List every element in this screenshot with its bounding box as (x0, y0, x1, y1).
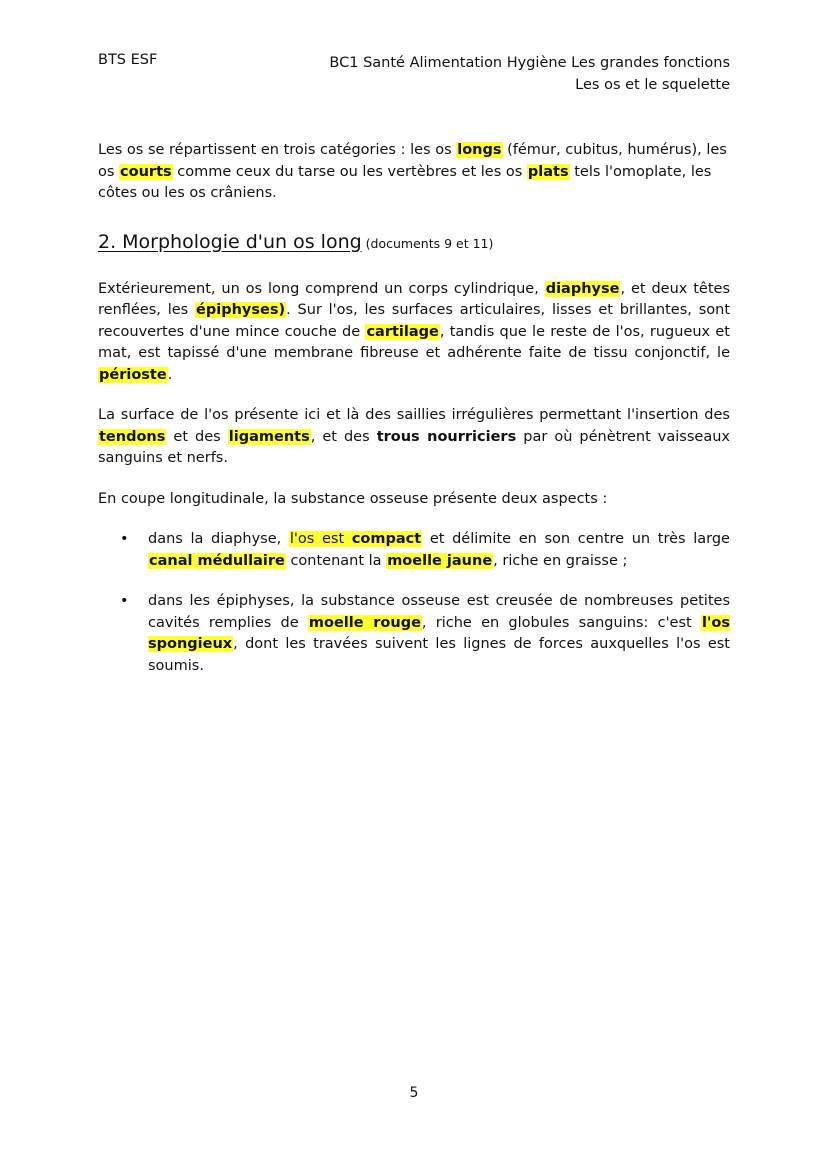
surface-paragraph (98, 405, 730, 470)
text-run: , riche en graisse ; (493, 552, 628, 569)
term-epiphyses: épiphyses) (196, 302, 286, 318)
highlight-canal-medullaire (148, 553, 286, 569)
term-tendons: tendons (99, 428, 166, 445)
highlight-courts (119, 164, 173, 180)
text-run: , dont les travées suivent les lignes de forces auxquelles l'os est soumis. (148, 636, 730, 674)
highlight-tendons (98, 429, 166, 445)
highlight-longs (456, 142, 502, 158)
text-run: comme ceux du tarse ou les vertèbres et les os (172, 163, 527, 180)
header-title-line1: BC1 Santé Alimentation Hygiène Les grandes fonctions (329, 55, 730, 71)
text-run: tels l'omoplate, les côtes ou les os crâniens. (98, 163, 712, 201)
section-reference: (documents 9 et 11) (361, 235, 494, 251)
term-cartilage: cartilage (366, 323, 439, 340)
term-compact: compact (351, 531, 422, 547)
document-body (98, 140, 730, 696)
section-title: 2. Morphologie d'un os long (98, 230, 362, 253)
text-run: par où pénètrent vaisseaux sanguins et nerfs. (98, 428, 730, 466)
highlight-ligaments (228, 429, 311, 445)
section-heading (98, 229, 730, 257)
text-run: dans la diaphyse, (148, 531, 289, 547)
section-cut-paragraph: En coupe longitudinale, la substance osseuse présente deux aspects : (98, 490, 608, 507)
header-course: BTS ESF (98, 52, 158, 68)
text-run: Extérieurement, un os long comprend un corps cylindrique, (98, 280, 545, 297)
term-perioste: périoste (99, 366, 167, 383)
text-run: , tandis que le reste de l'os, rugueux et mat, est tapissé d'une membrane fibreuse et adhérente faite de tissu conjonctif, le (98, 323, 730, 361)
morphology-paragraph (98, 279, 730, 387)
highlight-epiphyses (195, 302, 286, 318)
term-moelle-jaune: moelle jaune (387, 552, 493, 569)
term-moelle-rouge: moelle rouge (308, 614, 421, 631)
text-run: et délimite en son centre un très large (422, 531, 730, 547)
text-run: , riche en globules sanguins: c'est (421, 614, 701, 631)
header-title (329, 52, 730, 96)
term-diaphyse: diaphyse (545, 280, 620, 297)
list-item-diaphyse (98, 529, 730, 572)
text-run: , et deux têtes renflées, les (98, 280, 730, 318)
text-run: . (167, 366, 173, 383)
term-ligaments: ligaments (228, 428, 310, 445)
highlight-diaphyse (545, 281, 621, 297)
highlight-plats (527, 164, 570, 180)
text-run: et des (166, 428, 228, 445)
term-courts: courts (120, 163, 172, 180)
highlight-cartilage (365, 324, 439, 340)
page-number: 5 (409, 1085, 419, 1101)
highlight-os-compact (289, 531, 422, 547)
text-run: (fémur, cubitus, humérus), les os (98, 142, 727, 180)
term-trous-nourriciers: trous nourriciers (376, 428, 517, 445)
highlight-moelle-rouge (308, 615, 422, 631)
header-title-line2: Les os et le squelette (575, 77, 730, 93)
term-plats: plats (527, 163, 569, 180)
text-run: contenant la (285, 552, 387, 569)
text-run: La surface de l'os présente ici et là des saillies irrégulières permettant l'insertion des (98, 407, 730, 423)
list-item-epiphyses (98, 591, 730, 677)
text-run: l'os est (289, 531, 352, 547)
highlight-perioste (98, 367, 168, 383)
term-longs: longs (457, 142, 502, 158)
text-run: , et des (310, 428, 377, 445)
term-canal-medullaire: canal médullaire (149, 552, 285, 569)
highlight-moelle-jaune (386, 553, 493, 569)
aspects-list (98, 529, 730, 677)
text-run: Les os se répartissent en trois catégories : les os (98, 142, 457, 158)
term-os-spongieux: l'os spongieux (148, 614, 730, 652)
intro-paragraph (98, 140, 730, 205)
text-run: dans les épiphyses, la substance osseuse est creusée de nombreuses petites cavités remplies de (148, 593, 730, 631)
text-run: . Sur l'os, les surfaces articulaires, lisses et brillantes, sont recouvertes d'une mince couche de (98, 302, 730, 340)
